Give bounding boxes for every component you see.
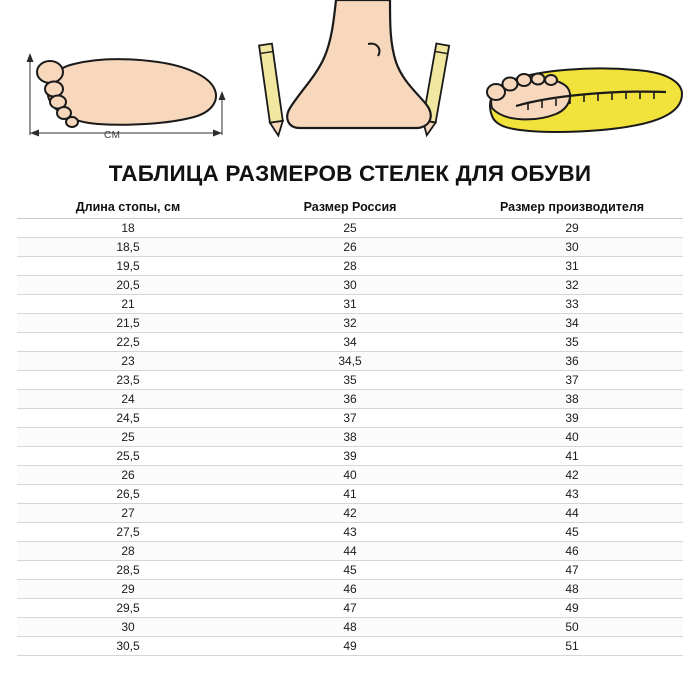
table-cell: 39: [239, 447, 461, 466]
table-cell: 43: [461, 485, 683, 504]
table-cell: 39: [461, 409, 683, 428]
table-cell: 49: [461, 599, 683, 618]
table-cell: 43: [239, 523, 461, 542]
table-cell: 41: [239, 485, 461, 504]
table-cell: 33: [461, 295, 683, 314]
table-cell: 40: [239, 466, 461, 485]
table-row: [17, 580, 683, 599]
table-row: [17, 561, 683, 580]
table-cell: 22,5: [17, 333, 239, 352]
table-row: [17, 485, 683, 504]
table-cell: 34: [239, 333, 461, 352]
table-cell: 51: [461, 637, 683, 656]
table-cell: 23: [17, 352, 239, 371]
table-cell: 42: [461, 466, 683, 485]
table-row: [17, 466, 683, 485]
table-cell: 36: [239, 390, 461, 409]
table-cell: 45: [461, 523, 683, 542]
table-cell: 47: [461, 561, 683, 580]
table-cell: 45: [239, 561, 461, 580]
table-cell: 26: [17, 466, 239, 485]
table-cell: 25,5: [17, 447, 239, 466]
table-cell: 37: [239, 409, 461, 428]
table-body: [17, 219, 683, 656]
table-row: [17, 599, 683, 618]
table-row: [17, 333, 683, 352]
table-cell: 47: [239, 599, 461, 618]
table-cell: 27,5: [17, 523, 239, 542]
table-cell: 50: [461, 618, 683, 637]
table-cell: 24: [17, 390, 239, 409]
table-cell: 31: [239, 295, 461, 314]
table-cell: 30,5: [17, 637, 239, 656]
table-cell: 44: [239, 542, 461, 561]
table-cell: 25: [239, 219, 461, 238]
table-cell: 29,5: [17, 599, 239, 618]
table-cell: 30: [239, 276, 461, 295]
cm-label: СМ: [104, 130, 121, 141]
table-cell: 38: [239, 428, 461, 447]
page-title: ТАБЛИЦА РАЗМЕРОВ СТЕЛЕК ДЛЯ ОБУВИ: [108, 161, 592, 186]
table-cell: 29: [461, 219, 683, 238]
size-table: [17, 197, 683, 656]
illustration-band: [0, 0, 700, 155]
table-cell: 31: [461, 257, 683, 276]
table-cell: 38: [461, 390, 683, 409]
table-cell: 21,5: [17, 314, 239, 333]
table-cell: 23,5: [17, 371, 239, 390]
table-row: [17, 504, 683, 523]
table-cell: 21: [17, 295, 239, 314]
table-cell: 29: [17, 580, 239, 599]
table-cell: 32: [461, 276, 683, 295]
table-row: [17, 276, 683, 295]
column-header-foot-length: Длина стопы, см: [17, 197, 239, 219]
table-cell: 19,5: [17, 257, 239, 276]
table-cell: 40: [461, 428, 683, 447]
table-cell: 35: [239, 371, 461, 390]
column-header-russia-size: Размер Россия: [239, 197, 461, 219]
table-row: [17, 352, 683, 371]
column-header-manufacturer-size: Размер производителя: [461, 197, 683, 219]
table-cell: 48: [239, 618, 461, 637]
table-cell: 24,5: [17, 409, 239, 428]
table-cell: 28: [239, 257, 461, 276]
table-row: [17, 542, 683, 561]
table-cell: 32: [239, 314, 461, 333]
table-header-row: [17, 197, 683, 219]
table-row: [17, 371, 683, 390]
table-cell: 48: [461, 580, 683, 599]
table-cell: 49: [239, 637, 461, 656]
table-cell: 28,5: [17, 561, 239, 580]
table-row: [17, 618, 683, 637]
table-cell: 26,5: [17, 485, 239, 504]
table-cell: 44: [461, 504, 683, 523]
table-cell: 46: [461, 542, 683, 561]
table-row: [17, 257, 683, 276]
table-row: [17, 219, 683, 238]
table-cell: 26: [239, 238, 461, 257]
table-cell: 20,5: [17, 276, 239, 295]
insole-with-tape-icon: [470, 0, 696, 155]
table-cell: 30: [17, 618, 239, 637]
table-row: [17, 428, 683, 447]
table-cell: 35: [461, 333, 683, 352]
table-cell: 34,5: [239, 352, 461, 371]
table-row: [17, 523, 683, 542]
table-cell: 18: [17, 219, 239, 238]
table-row: [17, 238, 683, 257]
table-row: [17, 295, 683, 314]
table-cell: 28: [17, 542, 239, 561]
table-cell: 27: [17, 504, 239, 523]
table-cell: 34: [461, 314, 683, 333]
foot-sole-top-view-icon: [8, 0, 234, 155]
table-cell: 42: [239, 504, 461, 523]
table-row: [17, 447, 683, 466]
table-cell: 37: [461, 371, 683, 390]
foot-side-view-icon: [240, 0, 466, 155]
table-cell: 41: [461, 447, 683, 466]
table-row: [17, 409, 683, 428]
table-cell: 36: [461, 352, 683, 371]
table-row: [17, 637, 683, 656]
table-cell: 46: [239, 580, 461, 599]
table-cell: 30: [461, 238, 683, 257]
table-cell: 25: [17, 428, 239, 447]
table-row: [17, 390, 683, 409]
table-cell: 18,5: [17, 238, 239, 257]
table-row: [17, 314, 683, 333]
